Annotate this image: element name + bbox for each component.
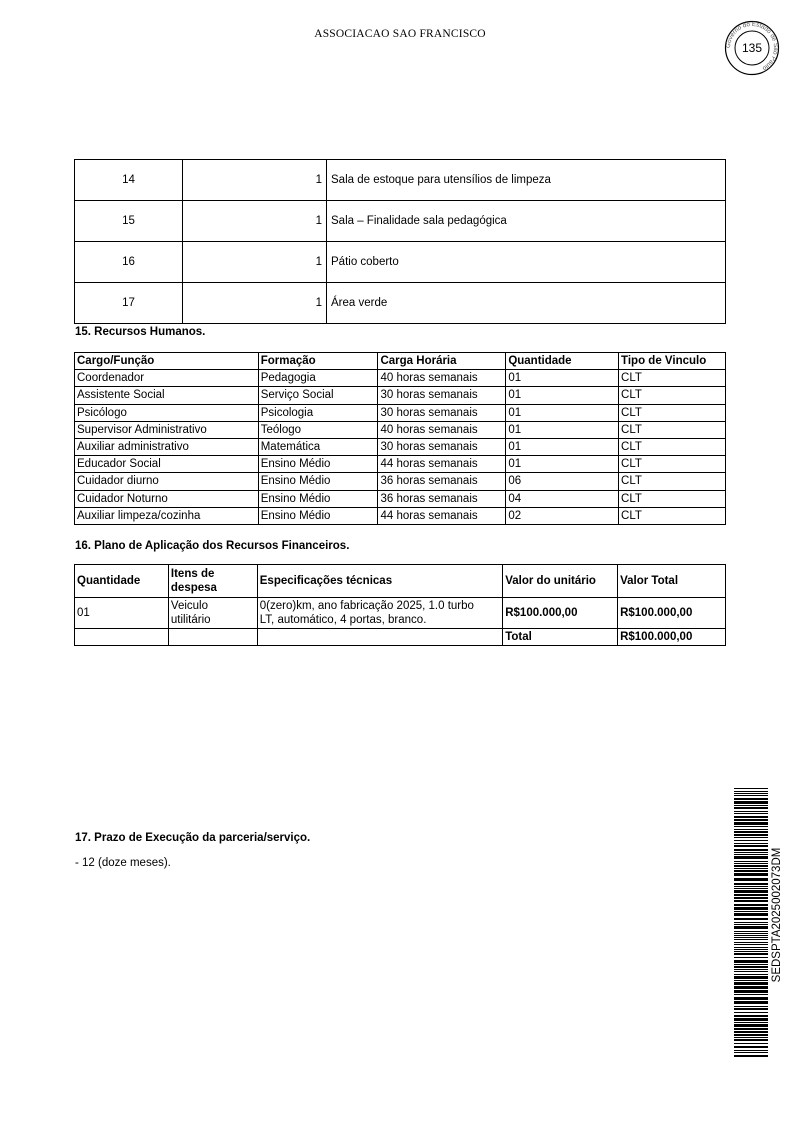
- table-row: [75, 404, 726, 421]
- table-cell: Serviço Social: [258, 387, 378, 404]
- column-header: Cargo/Função: [75, 353, 259, 370]
- table-row: [75, 438, 726, 455]
- table-cell: 40 horas semanais: [378, 421, 506, 438]
- table-cell: CLT: [619, 438, 726, 455]
- column-header: Carga Horária: [378, 353, 506, 370]
- table-cell: Coordenador: [75, 370, 259, 387]
- table-cell: Educador Social: [75, 456, 259, 473]
- room-number: 15: [75, 201, 183, 242]
- table-row: [75, 456, 726, 473]
- table-cell: CLT: [619, 490, 726, 507]
- table-row: [75, 160, 726, 201]
- total-row: [75, 629, 726, 646]
- table-cell: 40 horas semanais: [378, 370, 506, 387]
- table-cell: 01: [506, 404, 619, 421]
- table-cell: 44 horas semanais: [378, 507, 506, 524]
- room-description: Área verde: [327, 283, 726, 324]
- room-quantity: 1: [183, 201, 327, 242]
- table-row: [75, 598, 726, 629]
- table-row: [75, 242, 726, 283]
- table-cell: Supervisor Administrativo: [75, 421, 259, 438]
- table-row: [75, 387, 726, 404]
- table-cell: 36 horas semanais: [378, 473, 506, 490]
- barcode-icon: [734, 788, 768, 1058]
- table-cell: 06: [506, 473, 619, 490]
- table-row: [75, 201, 726, 242]
- table-cell: Ensino Médio: [258, 507, 378, 524]
- table-cell: 01: [506, 456, 619, 473]
- column-header: Formação: [258, 353, 378, 370]
- table-cell: 04: [506, 490, 619, 507]
- table-cell: CLT: [619, 473, 726, 490]
- room-number: 16: [75, 242, 183, 283]
- room-number: 17: [75, 283, 183, 324]
- table-cell: Ensino Médio: [258, 490, 378, 507]
- cell-especificacoes: 0(zero)km, ano fabricação 2025, 1.0 turbo LT, automático, 4 portas, branco.: [257, 598, 502, 629]
- table-cell: CLT: [619, 421, 726, 438]
- table-cell: CLT: [619, 387, 726, 404]
- table-cell: 01: [506, 370, 619, 387]
- section-16-title: 16. Plano de Aplicação dos Recursos Financeiros.: [75, 540, 350, 552]
- table-cell: CLT: [619, 507, 726, 524]
- header-quantidade: Quantidade: [75, 565, 169, 598]
- page-number-seal: [724, 20, 780, 76]
- cell-item: Veiculo utilitário: [168, 598, 257, 629]
- table-cell: 30 horas semanais: [378, 438, 506, 455]
- table-row: [75, 421, 726, 438]
- rooms-table: [74, 159, 726, 324]
- room-quantity: 1: [183, 283, 327, 324]
- table-row: [75, 490, 726, 507]
- table-cell: CLT: [619, 404, 726, 421]
- table-cell: Ensino Médio: [258, 456, 378, 473]
- barcode-code: SEDSPTA2025002073DM: [771, 847, 783, 983]
- table-row: [75, 370, 726, 387]
- header-especificacoes: Especificações técnicas: [257, 565, 502, 598]
- table-cell: 01: [506, 421, 619, 438]
- room-description: Sala – Finalidade sala pedagógica: [327, 201, 726, 242]
- header-itens-despesa: Itens de despesa: [168, 565, 257, 598]
- room-description: Pátio coberto: [327, 242, 726, 283]
- cell-quantidade: 01: [75, 598, 169, 629]
- table-row: [75, 473, 726, 490]
- financial-plan-table: [74, 564, 726, 646]
- table-cell: Cuidador Noturno: [75, 490, 259, 507]
- table-cell: 02: [506, 507, 619, 524]
- table-cell: 30 horas semanais: [378, 387, 506, 404]
- total-label: Total: [503, 629, 618, 646]
- seal-text: Governo do Estado de São Paulo: [724, 20, 780, 72]
- column-header: Tipo de Vinculo: [619, 353, 726, 370]
- room-quantity: 1: [183, 160, 327, 201]
- cell-valor-total: R$100.000,00: [618, 598, 726, 629]
- room-description: Sala de estoque para utensílios de limpeza: [327, 160, 726, 201]
- section-17-title: 17. Prazo de Execução da parceria/serviço.: [75, 832, 311, 844]
- table-cell: Teólogo: [258, 421, 378, 438]
- table-cell: Cuidador diurno: [75, 473, 259, 490]
- room-quantity: 1: [183, 242, 327, 283]
- table-cell: Ensino Médio: [258, 473, 378, 490]
- table-cell: 01: [506, 438, 619, 455]
- table-cell: Auxiliar limpeza/cozinha: [75, 507, 259, 524]
- header-valor-total: Valor Total: [618, 565, 726, 598]
- table-cell: 44 horas semanais: [378, 456, 506, 473]
- table-cell: 36 horas semanais: [378, 490, 506, 507]
- page-number: 135: [741, 41, 763, 55]
- table-cell: Psicologia: [258, 404, 378, 421]
- document-header-title: ASSOCIACAO SAO FRANCISCO: [314, 28, 486, 40]
- table-cell: Auxiliar administrativo: [75, 438, 259, 455]
- table-row: [75, 507, 726, 524]
- table-cell: 01: [506, 387, 619, 404]
- cell-valor-unitario: R$100.000,00: [503, 598, 618, 629]
- room-number: 14: [75, 160, 183, 201]
- table-cell: Assistente Social: [75, 387, 259, 404]
- column-header: Quantidade: [506, 353, 619, 370]
- table-cell: CLT: [619, 456, 726, 473]
- table-cell: 30 horas semanais: [378, 404, 506, 421]
- section-15-title: 15. Recursos Humanos.: [75, 326, 206, 338]
- table-row: [75, 283, 726, 324]
- section-17-text: - 12 (doze meses).: [75, 857, 171, 869]
- table-cell: CLT: [619, 370, 726, 387]
- human-resources-table: [74, 352, 726, 525]
- header-valor-unitario: Valor do unitário: [503, 565, 618, 598]
- total-value: R$100.000,00: [618, 629, 726, 646]
- table-cell: Pedagogia: [258, 370, 378, 387]
- table-cell: Matemática: [258, 438, 378, 455]
- table-cell: Psicólogo: [75, 404, 259, 421]
